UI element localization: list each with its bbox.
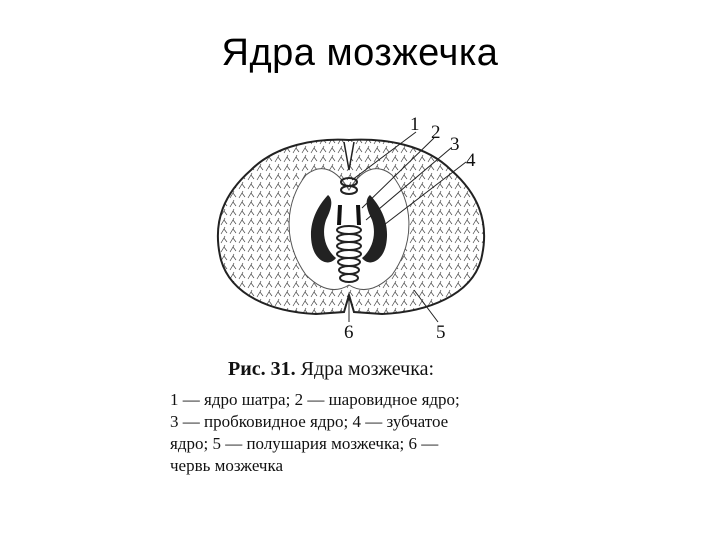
label-3: 3 — [450, 134, 460, 155]
caption-label: Рис. 31. — [228, 358, 296, 380]
label-4: 4 — [466, 150, 476, 171]
cerebellum-figure — [166, 100, 536, 492]
label-6: 6 — [344, 322, 354, 343]
slide-title: Ядра мозжечка — [221, 32, 499, 74]
cerebellum-diagram — [166, 100, 536, 360]
label-5: 5 — [436, 322, 446, 343]
caption-title — [228, 358, 434, 381]
caption-heading: Ядра мозжечка: — [300, 358, 435, 380]
label-2: 2 — [431, 122, 441, 143]
legend-line: 3 — пробковидное ядро; 4 — зубчатое — [170, 412, 449, 431]
legend-line: ядро; 5 — полушария мозжечка; 6 — — [170, 434, 439, 453]
legend-line: червь мозжечка — [170, 456, 284, 475]
legend-line: 1 — ядро шатра; 2 — шаровидное ядро; — [170, 390, 460, 409]
label-1: 1 — [410, 114, 420, 135]
